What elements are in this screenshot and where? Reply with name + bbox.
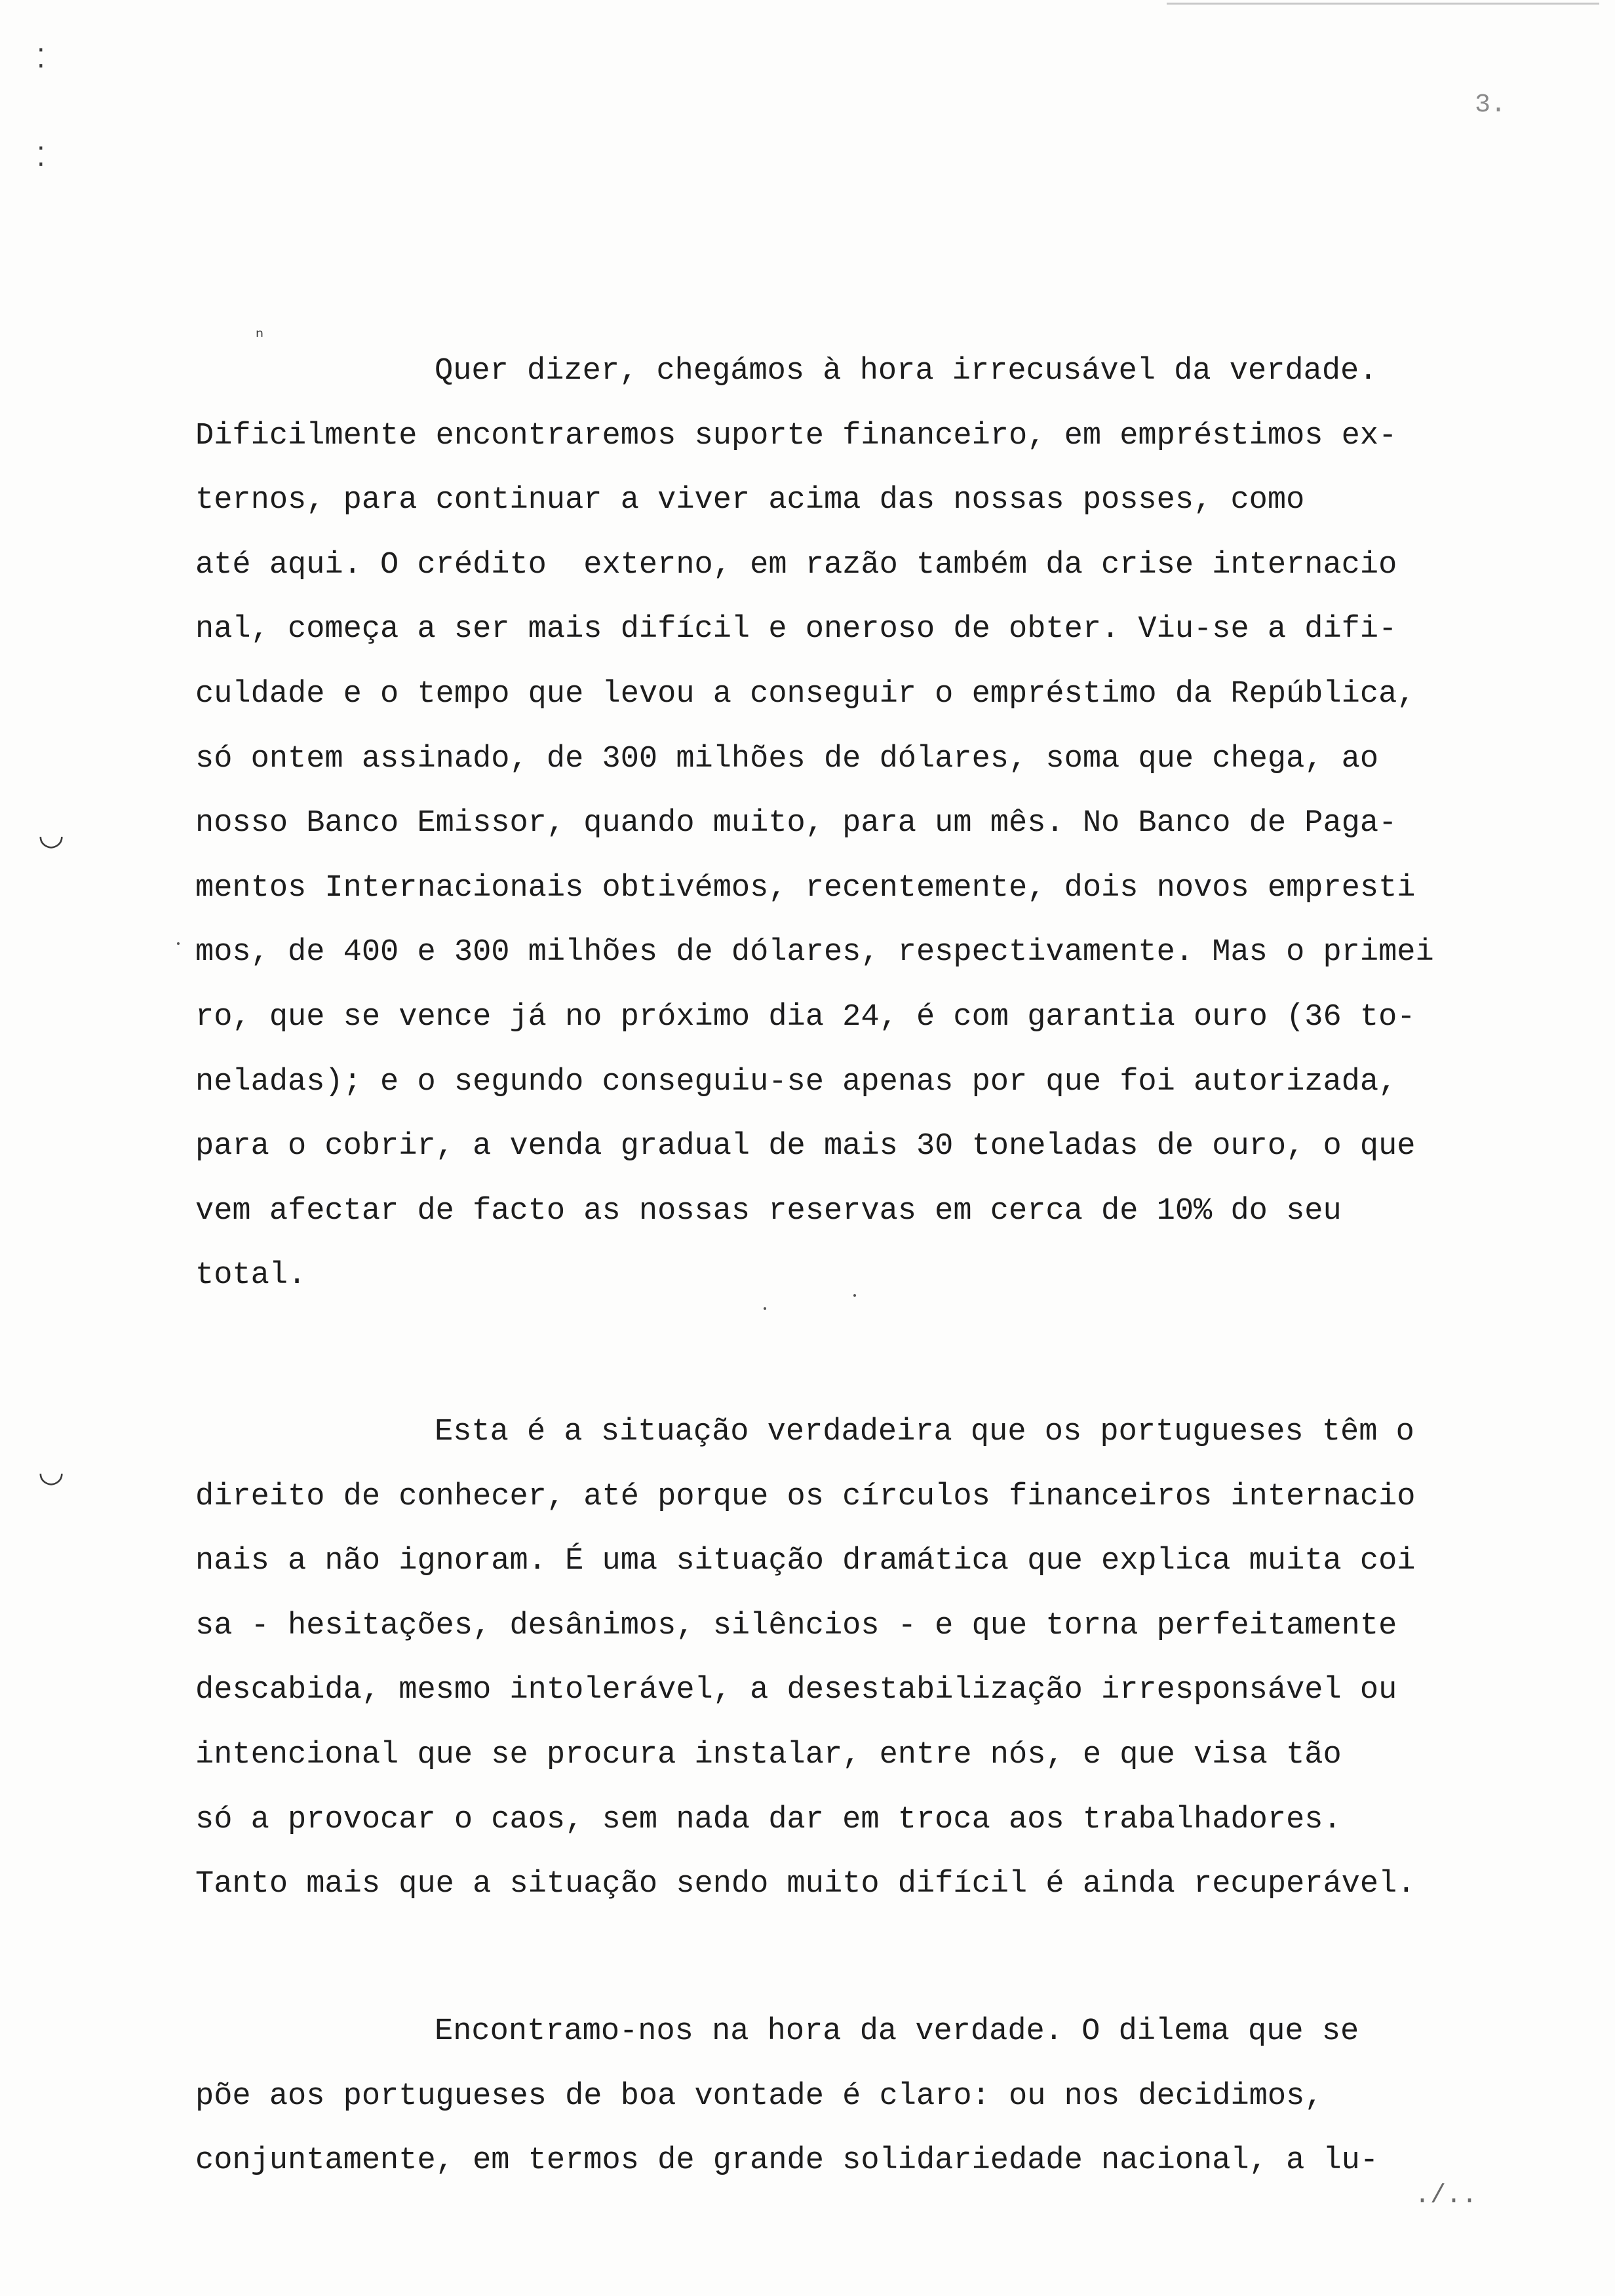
text-line: total.: [195, 1258, 307, 1293]
text-line: Quer dizer, chegámos à hora irrecusável da verdade.: [435, 354, 1378, 389]
text-line: nosso Banco Emissor, quando muito, para um mês. No Banco de Paga-: [195, 806, 1397, 841]
text-line: neladas); e o segundo conseguiu-se apenas por que foi autorizada,: [195, 1064, 1397, 1100]
text-line: põe aos portugueses de boa vontade é claro: ou nos decidimos,: [195, 2078, 1323, 2114]
scan-speck: [177, 942, 180, 945]
margin-tick-mark: ◡: [38, 1453, 65, 1489]
paragraph-2: [195, 1400, 1493, 1917]
scan-speck-mark: ⁿ: [256, 326, 263, 349]
text-line: conjuntamente, em termos de grande solidariedade nacional, a lu-: [195, 2143, 1379, 2179]
text-line: descabida, mesmo intolerável, a desestabilização irresponsável ou: [195, 1673, 1397, 1708]
margin-punch-mark: ⁚: [37, 44, 45, 74]
text-line: Tanto mais que a situação sendo muito difícil é ainda recuperável.: [195, 1867, 1416, 1902]
text-line: mentos Internacionais obtivémos, recentemente, dois novos empresti: [195, 870, 1416, 906]
text-line: só ontem assinado, de 300 milhões de dólares, soma que chega, ao: [195, 741, 1379, 776]
text-line: vem afectar de facto as nossas reservas em cerca de 10% do seu: [195, 1193, 1342, 1229]
text-line: Dificilmente encontraremos suporte financeiro, em empréstimos ex-: [195, 418, 1397, 453]
text-line: direito de conhecer, até porque os círculos financeiros internacio: [195, 1479, 1416, 1514]
text-line: nais a não ignoram. É uma situação dramática que explica muita coi: [195, 1544, 1416, 1579]
text-line: nal, começa a ser mais difícil e oneroso de obter. Viu-se a difi-: [195, 612, 1397, 647]
margin-punch-mark: ⁚: [37, 142, 45, 172]
text-line: ro, que se vence já no próximo dia 24, é com garantia ouro (36 to-: [195, 999, 1416, 1035]
paragraph-3: [195, 2000, 1493, 2194]
text-line: até aqui. O crédito externo, em razão também da crise internacio: [195, 547, 1397, 583]
text-line: só a provocar o caos, sem nada dar em troca aos trabalhadores.: [195, 1802, 1342, 1837]
top-edge-rule: [1167, 3, 1599, 5]
text-line: mos, de 400 e 300 milhões de dólares, respectivamente. Mas o primei: [195, 935, 1434, 970]
text-line: ternos, para continuar a viver acima das nossas posses, como: [195, 483, 1305, 518]
continuation-mark: ./..: [1414, 2181, 1477, 2211]
page-number: 3.: [1475, 90, 1507, 120]
text-line: para o cobrir, a venda gradual de mais 30 toneladas de ouro, o que: [195, 1129, 1416, 1164]
text-line: intencional que se procura instalar, entre nós, e que visa tão: [195, 1737, 1342, 1772]
margin-tick-mark: ◡: [38, 816, 65, 852]
text-line: Esta é a situação verdadeira que os portugueses têm o: [435, 1415, 1414, 1449]
text-line: sa - hesitações, desânimos, silêncios - e que torna perfeitamente: [195, 1608, 1397, 1643]
text-line: Encontramo-nos na hora da verdade. O dilema que se: [435, 2014, 1359, 2049]
paragraph-1: [195, 339, 1493, 1309]
text-line: culdade e o tempo que levou a conseguir o empréstimo da República,: [195, 676, 1416, 712]
